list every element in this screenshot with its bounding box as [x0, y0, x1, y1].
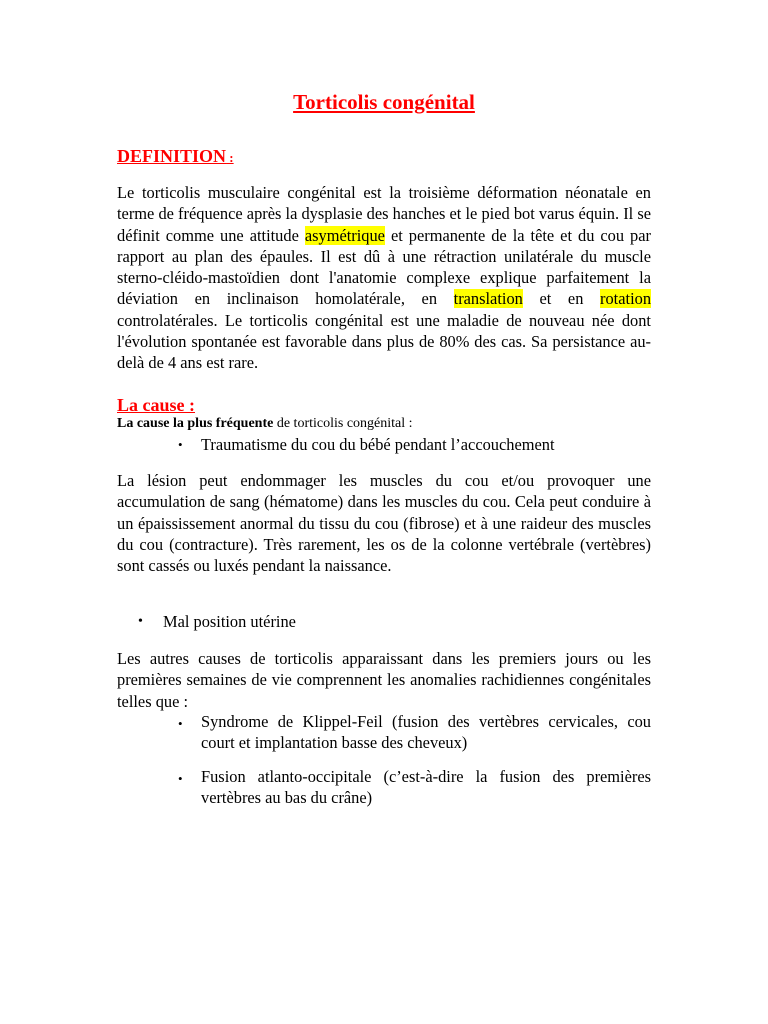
cause-intro — [117, 415, 413, 433]
definition-text-part1: Le torticolis musculaire congénital est la troisième déformation néonatale en terme de fréquence après la dysplasie des hanches et le pied bot varus équin. Il se définit comme une attitude — [117, 183, 651, 245]
bullet-icon: • — [178, 771, 183, 786]
definition-text-part3: et en — [522, 289, 601, 309]
highlight-rotation: rotation — [600, 289, 652, 309]
highlight-asymetrique: asymétrique — [304, 225, 385, 245]
other-causes-paragraph: Les autres causes de torticolis apparaissant dans les premiers jours ou les premières semaines de vie comprennent les anomalies rachidiennes congénitales telles que : — [117, 649, 651, 711]
bullet-item-mal-position: Mal position utérine — [163, 612, 296, 631]
definition-heading — [117, 145, 234, 169]
definition-heading-colon: : — [226, 150, 234, 165]
cause-intro-rest: de torticolis congénital : — [273, 416, 413, 431]
definition-heading-text: DEFINITION — [117, 146, 227, 166]
cause-intro-bold: La cause la plus fréquente — [117, 416, 274, 431]
bullet-item-klippel-feil: Syndrome de Klippel-Feil (fusion des vertèbres cervicales, cou court et implantation basse des cheveux) — [201, 712, 651, 753]
cause-heading: La cause : — [117, 395, 195, 415]
definition-text-part4: controlatérales. Le torticolis congénital est une maladie de nouveau née dont l'évolution spontanée est favorable dans plus de 80% des cas. Sa persistance au-delà de 4 ans est rare. — [117, 310, 651, 373]
bullet-item-trauma: Traumatisme du cou du bébé pendant l’accouchement — [201, 435, 555, 454]
bullet-icon: • — [178, 716, 183, 731]
definition-paragraph — [117, 182, 651, 374]
lesion-paragraph: La lésion peut endommager les muscles du cou et/ou provoquer une accumulation de sang (hématome) dans les muscles du cou. Cela peut conduire à un épaississement anormal du tissu du cou (fibrose) et à une raideur des muscles du cou (contracture). Très rarement, les os de la colonne vertébrale (vertèbres) sont cassés ou luxés pendant la naissance. — [117, 471, 651, 576]
highlight-translation: translation — [453, 289, 523, 309]
bullet-icon: • — [178, 437, 183, 452]
page-title: Torticolis congénital — [293, 90, 475, 114]
bullet-icon: • — [138, 614, 143, 629]
bullet-item-atlanto-occipitale: Fusion atlanto-occipitale (c’est-à-dire la fusion des premières vertèbres au bas du crâne) — [201, 767, 651, 808]
definition-text-part2: et permanente de la tête et du cou par rapport au plan des épaules. Il est dû à une rétraction unilatérale du muscle sterno-cléido-mastoïdien dont l'anatomie complexe explique parfaitement la déviation en inclinaison homolatérale, en — [117, 225, 651, 309]
